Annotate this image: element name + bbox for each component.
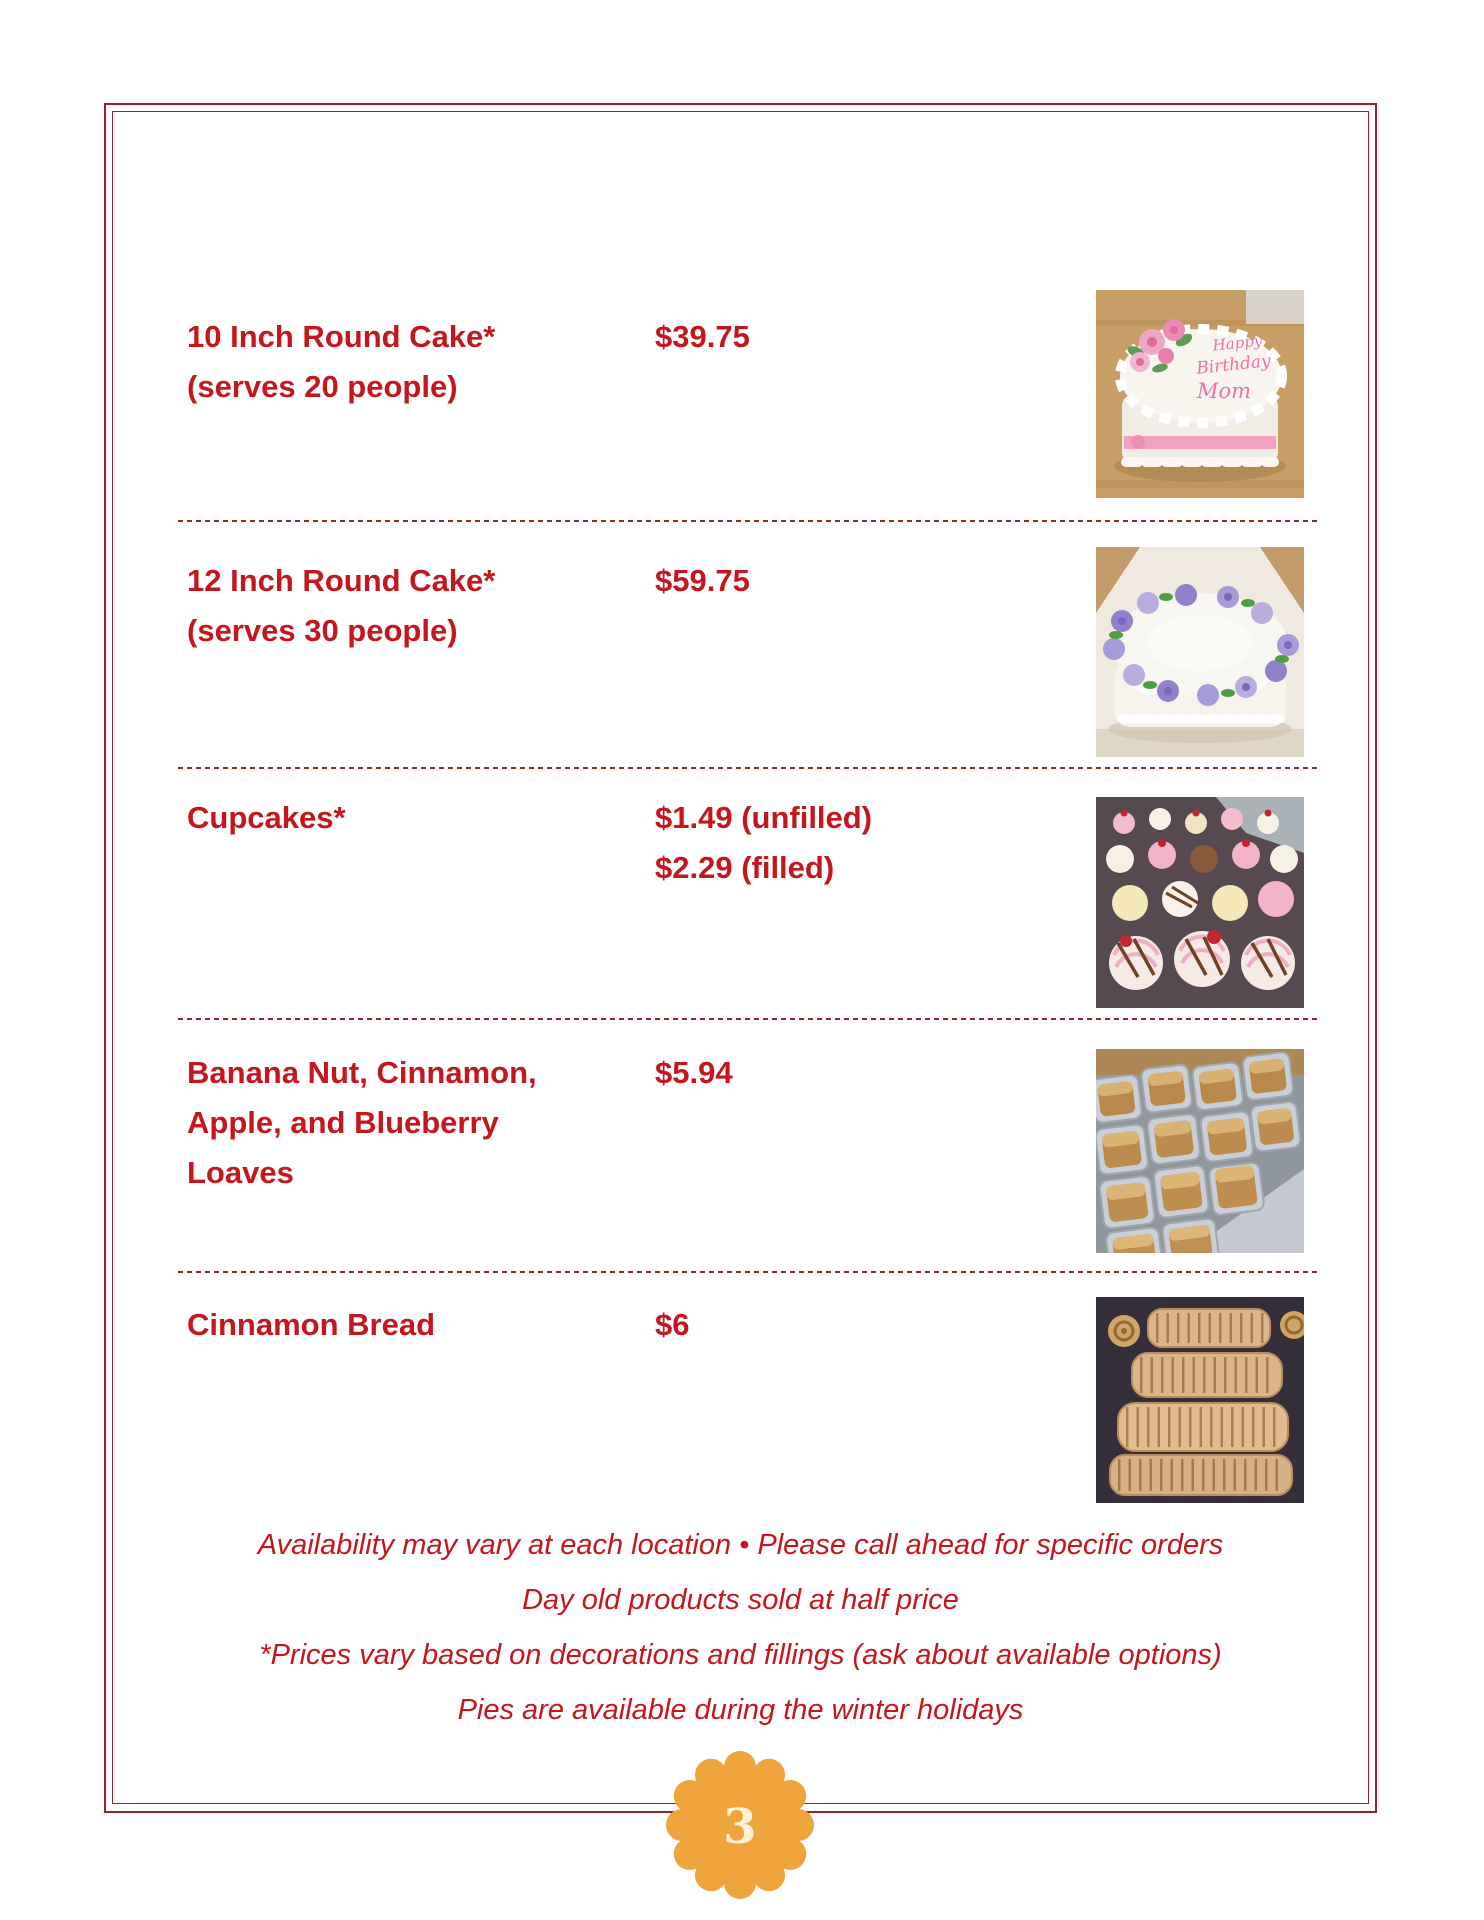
- row-separator: [178, 767, 1318, 769]
- birthday-cake-illustration: [1096, 290, 1304, 498]
- cinnamon-bread-illustration: [1096, 1297, 1304, 1503]
- price-line: $5.94: [655, 1055, 733, 1090]
- row-separator: [178, 1271, 1318, 1273]
- row-separator: [178, 1018, 1318, 1020]
- photo-cupcakes: [1096, 797, 1304, 1008]
- item-price-loaves: [655, 1048, 1055, 1098]
- item-price-cupcakes: [655, 793, 1055, 893]
- item-name-cinnamon-bread: [187, 1300, 577, 1350]
- footnote-line: *Prices vary based on decorations and fillings (ask about available options): [259, 1639, 1222, 1671]
- item-name-line: 10 Inch Round Cake*: [187, 319, 496, 354]
- item-name-line: (serves 20 people): [187, 369, 458, 404]
- loaves-illustration: [1096, 1049, 1304, 1253]
- cake-inscription-line: Mom: [1196, 379, 1252, 403]
- page-number-badge: [664, 1749, 816, 1901]
- row-separator: [178, 520, 1318, 522]
- item-name-line: Apple, and Blueberry: [187, 1105, 499, 1140]
- footnote-line: Day old products sold at half price: [522, 1584, 959, 1616]
- cake-inscription-line: Happy: [1211, 331, 1264, 355]
- cake-inscription-line: Birthday: [1195, 351, 1272, 379]
- footnote-line: Pies are available during the winter holidays: [457, 1694, 1024, 1726]
- scalloped-seal-icon: [664, 1749, 816, 1901]
- price-line: $6: [655, 1307, 690, 1342]
- item-price-10-inch-round-cake: [655, 312, 1055, 362]
- item-name-12-inch-round-cake: [187, 556, 577, 656]
- item-name-line: 12 Inch Round Cake*: [187, 563, 496, 598]
- item-name-loaves: [187, 1048, 577, 1198]
- photo-cinnamon-bread: [1096, 1297, 1304, 1503]
- item-name-line: Loaves: [187, 1155, 294, 1190]
- footnote-line: Availability may vary at each location • Please call ahead for specific orders: [257, 1529, 1224, 1561]
- cupcake-front-row: [1109, 930, 1295, 990]
- flower-cake-illustration: [1096, 547, 1304, 757]
- item-name-line: Cinnamon Bread: [187, 1307, 436, 1342]
- cupcakes-illustration: [1096, 797, 1304, 1008]
- price-line: $59.75: [655, 563, 750, 598]
- photo-flower-cake: [1096, 547, 1304, 757]
- price-line: $1.49 (unfilled): [655, 800, 873, 835]
- price-line: $2.29 (filled): [655, 850, 835, 885]
- item-name-10-inch-round-cake: [187, 312, 577, 412]
- footnotes: [104, 1518, 1377, 1738]
- item-price-cinnamon-bread: [655, 1300, 1055, 1350]
- item-name-cupcakes: [187, 793, 577, 843]
- item-name-line: (serves 30 people): [187, 613, 458, 648]
- item-name-line: Cupcakes*: [187, 800, 346, 835]
- item-price-12-inch-round-cake: [655, 556, 1055, 606]
- item-name-line: Banana Nut, Cinnamon,: [187, 1055, 537, 1090]
- page-number: 3: [723, 1799, 757, 1855]
- price-line: $39.75: [655, 319, 750, 354]
- photo-birthday-cake: [1096, 290, 1304, 498]
- photo-loaves: [1096, 1049, 1304, 1253]
